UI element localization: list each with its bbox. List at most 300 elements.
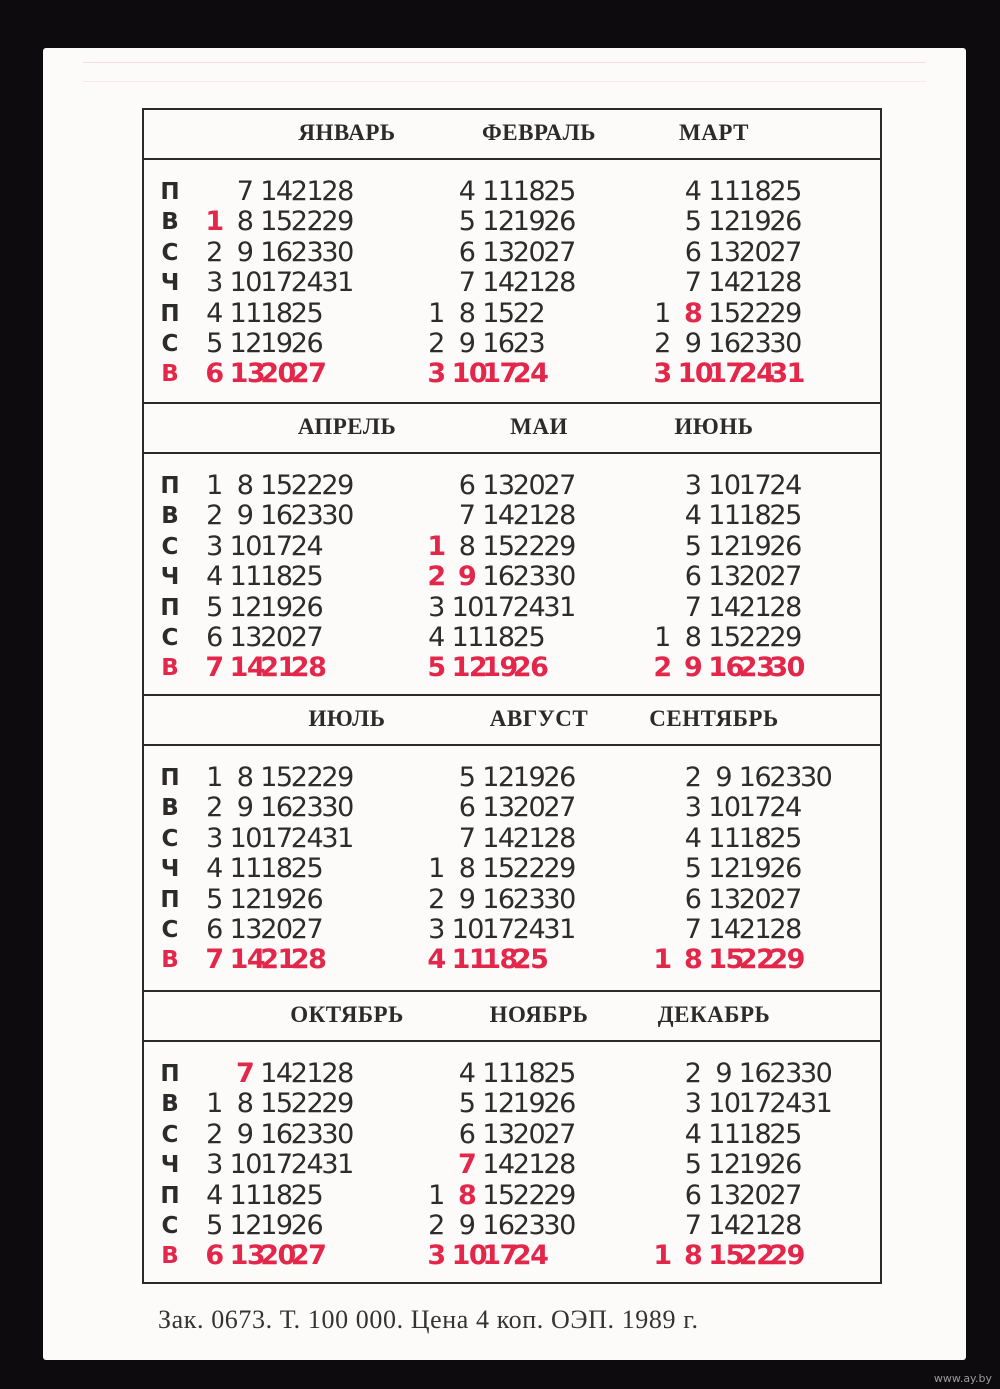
day-number: 17 [260, 1149, 292, 1181]
day-number: 1 [427, 530, 445, 562]
month-name: ЯНВАРЬ [298, 120, 396, 145]
day-number: 16 [708, 652, 743, 684]
day-number: 4 [427, 944, 445, 976]
day-number: 26 [543, 1088, 575, 1120]
day-number: 27 [543, 1118, 575, 1150]
day-number: 30 [800, 1058, 832, 1089]
day-number: 11 [229, 561, 261, 593]
day-number: 19 [512, 206, 545, 238]
day-number: 13 [482, 792, 514, 824]
day-number: 2 [684, 1058, 701, 1089]
day-number: 27 [769, 236, 801, 268]
day-number: 4 [458, 176, 475, 207]
weekday-label: П [160, 594, 180, 621]
day-number: 2 [654, 328, 670, 359]
day-number: 22 [290, 1088, 323, 1120]
day-number: 17 [482, 591, 514, 623]
day-number: 15 [708, 297, 740, 329]
day-number: 30 [321, 792, 353, 824]
day-number: 2 [428, 328, 444, 359]
day-number: 4 [206, 297, 222, 329]
day-number: 16 [708, 328, 740, 359]
day-number: 4 [684, 822, 701, 854]
day-number: 28 [321, 176, 353, 207]
day-number: 18 [260, 853, 292, 885]
day-number: 11 [708, 822, 740, 854]
day-number: 23 [290, 1118, 323, 1150]
day-number: 10 [708, 792, 740, 824]
day-number: 10 [451, 914, 483, 945]
day-number: 8 [236, 470, 253, 501]
month-name: СЕНТЯБРЬ [649, 706, 779, 731]
day-number: 22 [512, 530, 545, 562]
day-number: 17 [260, 822, 292, 854]
day-number: 2 [206, 500, 222, 532]
day-number: 4 [206, 561, 222, 593]
day-number: 1 [206, 470, 222, 501]
day-number: 5 [684, 206, 701, 238]
day-number: 8 [236, 762, 253, 793]
day-number: 16 [482, 883, 514, 915]
day-number: 25 [769, 1118, 801, 1150]
day-number: 25 [290, 297, 323, 329]
month-name: ИЮЛЬ [308, 706, 386, 731]
day-number: 22 [512, 853, 545, 885]
day-number: 9 [458, 883, 475, 915]
day-number: 2 [206, 792, 222, 824]
day-number: 10 [451, 1240, 487, 1272]
day-number: 13 [708, 236, 740, 268]
day-number: 8 [683, 944, 702, 976]
day-number: 22 [512, 1179, 545, 1211]
day-number: 6 [684, 883, 701, 915]
month-name: МАРТ [679, 120, 749, 145]
weekday-label: С [161, 917, 179, 943]
weekday-label: П [160, 300, 180, 327]
day-number: 11 [708, 1118, 740, 1150]
day-number: 18 [738, 500, 771, 532]
day-number: 21 [738, 591, 771, 623]
day-number: 1 [653, 1240, 671, 1272]
day-number: 7 [684, 1210, 701, 1241]
day-number: 12 [708, 206, 740, 238]
day-number: 20 [512, 1118, 545, 1150]
day-number: 16 [260, 500, 292, 532]
day-number: 31 [321, 822, 353, 854]
day-number: 29 [769, 1240, 804, 1272]
day-number: 19 [512, 1088, 545, 1120]
day-number: 2 [427, 561, 445, 593]
day-number: 31 [769, 358, 804, 390]
day-number: 24 [290, 822, 323, 854]
day-number: 6 [458, 1118, 475, 1150]
day-number: 27 [290, 358, 326, 390]
day-number: 20 [738, 883, 771, 915]
day-number: 1 [428, 1179, 444, 1211]
day-number: 30 [769, 652, 804, 684]
day-number: 2 [428, 883, 444, 915]
day-number: 21 [512, 822, 545, 854]
day-number: 1 [653, 944, 671, 976]
day-number: 21 [260, 944, 295, 976]
day-number: 22 [290, 762, 323, 793]
month-header-row [142, 108, 882, 160]
day-number: 5 [458, 762, 475, 793]
day-number: 14 [708, 1210, 740, 1241]
day-number: 10 [677, 358, 713, 390]
day-number: 15 [482, 1179, 514, 1211]
day-number: 3 [428, 591, 444, 623]
day-number: 8 [236, 206, 253, 238]
day-number: 4 [684, 176, 701, 207]
day-number: 14 [260, 176, 292, 207]
day-number: 19 [260, 328, 292, 359]
day-number: 21 [512, 267, 545, 299]
day-number: 23 [512, 883, 545, 915]
day-number: 23 [290, 500, 323, 532]
day-number: 20 [512, 236, 545, 268]
day-number: 26 [290, 1210, 323, 1241]
day-number: 21 [512, 1149, 545, 1181]
day-number: 26 [512, 652, 548, 684]
day-number: 4 [428, 622, 444, 653]
day-number: 3 [427, 1240, 445, 1272]
day-number: 14 [229, 944, 265, 976]
day-number: 28 [769, 267, 801, 299]
month-name: ИЮНЬ [674, 414, 754, 439]
day-number: 30 [543, 1210, 575, 1241]
day-number: 29 [321, 1088, 353, 1120]
weekday-label: Ч [160, 564, 180, 591]
day-number: 22 [512, 297, 545, 329]
day-number: 26 [769, 530, 801, 562]
day-number: 4 [684, 500, 701, 532]
day-number: 17 [738, 1088, 771, 1120]
day-number: 19 [738, 206, 771, 238]
day-number: 15 [260, 762, 292, 793]
day-number: 16 [260, 236, 292, 268]
day-number: 26 [769, 853, 801, 885]
day-number: 13 [482, 236, 514, 268]
month-name: ФЕВРАЛЬ [482, 120, 596, 145]
day-number: 11 [708, 500, 740, 532]
day-number: 13 [229, 358, 265, 390]
day-number: 25 [512, 944, 548, 976]
day-number: 24 [290, 530, 323, 562]
day-number: 16 [260, 1118, 292, 1150]
day-number: 29 [769, 944, 804, 976]
day-number: 31 [543, 914, 575, 945]
month-name: НОЯБРЬ [489, 1002, 589, 1027]
day-number: 18 [260, 561, 292, 593]
day-number: 20 [738, 236, 771, 268]
weekday-label: П [160, 765, 180, 791]
day-number: 14 [708, 591, 740, 623]
month-name: АВГУСТ [489, 706, 589, 731]
day-number: 7 [684, 914, 701, 945]
weekday-label: С [161, 239, 179, 266]
day-number: 15 [260, 1088, 292, 1120]
day-number: 30 [769, 328, 801, 359]
day-number: 3 [684, 470, 701, 501]
day-number: 30 [543, 561, 575, 593]
day-number: 2 [428, 1210, 444, 1241]
day-number: 26 [290, 883, 323, 915]
day-number: 7 [236, 176, 253, 207]
day-number: 23 [512, 328, 545, 359]
day-number: 22 [290, 206, 323, 238]
day-number: 5 [206, 328, 222, 359]
day-number: 14 [482, 822, 514, 854]
day-number: 9 [236, 1118, 253, 1150]
day-number: 4 [206, 853, 222, 885]
month-header-row [142, 990, 882, 1042]
day-number: 10 [451, 358, 487, 390]
day-number: 18 [260, 297, 292, 329]
day-number: 27 [769, 561, 801, 593]
day-number: 6 [205, 358, 223, 390]
day-number: 6 [206, 622, 222, 653]
day-number: 24 [512, 358, 548, 390]
day-number: 19 [260, 1210, 292, 1241]
day-number: 3 [653, 358, 671, 390]
day-number: 8 [458, 530, 475, 562]
day-number: 5 [684, 1149, 701, 1181]
day-number: 30 [321, 1118, 353, 1150]
day-number: 21 [260, 652, 295, 684]
day-number: 7 [205, 944, 223, 976]
day-number: 6 [458, 470, 475, 501]
weekday-label: Ч [160, 856, 180, 883]
day-number: 25 [290, 561, 323, 593]
day-number: 10 [708, 470, 740, 501]
weekday-label: В [161, 209, 179, 236]
weekday-label: П [160, 886, 180, 913]
day-number: 9 [236, 792, 253, 824]
day-number: 9 [715, 1058, 732, 1089]
day-number: 24 [769, 792, 801, 824]
day-number: 13 [229, 1240, 265, 1272]
day-number: 28 [769, 591, 801, 623]
weekday-label: П [160, 179, 180, 205]
day-number: 11 [229, 853, 261, 885]
day-number: 25 [512, 622, 545, 653]
day-number: 31 [543, 591, 575, 623]
day-number: 6 [684, 561, 701, 593]
day-number: 10 [229, 530, 261, 562]
day-number: 28 [543, 267, 575, 299]
day-number: 16 [260, 792, 292, 824]
day-number: 9 [715, 762, 732, 793]
day-number: 28 [769, 1210, 801, 1241]
day-number: 18 [738, 1118, 771, 1150]
day-number: 1 [206, 1088, 222, 1120]
day-number: 6 [458, 792, 475, 824]
day-number: 14 [482, 500, 514, 532]
day-number: 24 [290, 1149, 323, 1181]
day-number: 19 [738, 1149, 771, 1181]
day-number: 5 [684, 530, 701, 562]
day-number: 21 [738, 914, 771, 945]
day-number: 26 [769, 1149, 801, 1181]
day-number: 5 [427, 652, 445, 684]
day-number: 21 [290, 1058, 323, 1089]
day-number: 16 [738, 762, 771, 793]
day-number: 25 [290, 853, 323, 885]
month-name: ДЕКАБРЬ [657, 1002, 771, 1027]
day-number: 21 [738, 1210, 771, 1241]
day-number: 16 [482, 561, 514, 593]
day-number: 7 [457, 1149, 476, 1181]
day-number: 25 [543, 176, 575, 207]
day-number: 19 [260, 591, 292, 623]
day-number: 23 [512, 561, 545, 593]
day-number: 19 [260, 883, 292, 915]
day-number: 7 [458, 267, 475, 299]
day-number: 3 [206, 267, 222, 299]
day-number: 24 [769, 1088, 801, 1120]
day-number: 13 [482, 1118, 514, 1150]
day-number: 17 [482, 358, 517, 390]
decorative-border [83, 62, 926, 82]
day-number: 27 [769, 1179, 801, 1211]
day-number: 7 [684, 591, 701, 623]
day-number: 15 [260, 206, 292, 238]
day-number: 6 [684, 236, 701, 268]
day-number: 12 [482, 762, 514, 793]
day-number: 14 [260, 1058, 292, 1089]
day-number: 15 [482, 530, 514, 562]
day-number: 6 [684, 1179, 701, 1211]
day-number: 18 [738, 822, 771, 854]
day-number: 10 [229, 267, 261, 299]
day-number: 21 [512, 500, 545, 532]
day-number: 18 [260, 1179, 292, 1211]
day-number: 13 [482, 470, 514, 501]
day-number: 26 [543, 762, 575, 793]
day-number: 19 [738, 530, 771, 562]
day-number: 22 [738, 297, 771, 329]
day-number: 5 [206, 591, 222, 623]
day-number: 31 [321, 1149, 353, 1181]
day-number: 28 [290, 944, 326, 976]
month-name: МАИ [510, 414, 568, 439]
day-number: 29 [769, 622, 801, 653]
day-number: 3 [206, 1149, 222, 1181]
day-number: 9 [458, 1210, 475, 1241]
day-number: 14 [708, 267, 740, 299]
day-number: 9 [236, 236, 253, 268]
day-number: 8 [458, 297, 475, 329]
day-number: 27 [543, 470, 575, 501]
day-number: 12 [229, 1210, 261, 1241]
day-number: 14 [229, 652, 265, 684]
weekday-label: С [161, 331, 179, 357]
day-number: 13 [708, 1179, 740, 1211]
day-number: 20 [512, 470, 545, 501]
day-number: 28 [543, 500, 575, 532]
day-number: 19 [512, 762, 545, 793]
day-number: 9 [236, 500, 253, 532]
day-number: 8 [683, 297, 702, 329]
weekday-label: С [161, 625, 179, 651]
day-number: 17 [260, 267, 292, 299]
day-number: 10 [708, 1088, 740, 1120]
day-number: 29 [321, 206, 353, 238]
day-number: 25 [290, 1179, 323, 1211]
day-number: 11 [482, 1058, 514, 1089]
day-number: 15 [708, 1240, 743, 1272]
weekday-label: П [160, 473, 180, 499]
day-number: 5 [206, 1210, 222, 1241]
day-number: 3 [206, 822, 222, 854]
day-number: 25 [769, 822, 801, 854]
day-number: 23 [769, 762, 801, 793]
day-number: 21 [738, 267, 771, 299]
day-number: 22 [290, 470, 323, 501]
day-number: 8 [236, 1088, 253, 1120]
day-number: 14 [708, 914, 740, 945]
day-number: 28 [769, 914, 801, 945]
day-number: 17 [260, 530, 292, 562]
day-number: 12 [708, 1149, 740, 1181]
day-number: 17 [738, 792, 771, 824]
day-number: 4 [206, 1179, 222, 1211]
weekday-label: Ч [160, 270, 180, 297]
day-number: 13 [708, 561, 740, 593]
day-number: 18 [482, 622, 514, 653]
day-number: 15 [482, 853, 514, 885]
weekday-label: В [161, 947, 179, 974]
day-number: 15 [482, 297, 514, 329]
day-number: 7 [205, 652, 223, 684]
day-number: 6 [206, 914, 222, 945]
day-number: 24 [512, 591, 545, 623]
day-number: 20 [260, 1240, 295, 1272]
day-number: 27 [543, 792, 575, 824]
day-number: 1 [428, 297, 444, 329]
day-number: 24 [769, 470, 801, 501]
day-number: 12 [708, 530, 740, 562]
day-number: 27 [290, 1240, 326, 1272]
day-number: 22 [738, 1240, 774, 1272]
day-number: 9 [458, 328, 475, 359]
day-number: 30 [321, 500, 353, 532]
day-number: 12 [482, 206, 514, 238]
day-number: 9 [684, 328, 701, 359]
weekday-label: П [160, 1182, 180, 1209]
day-number: 2 [206, 236, 222, 268]
day-number: 24 [512, 1240, 548, 1272]
print-info: Зак. 0673. Т. 100 000. Цена 4 коп. ОЭП. 1989 г. [158, 1305, 699, 1334]
day-number: 20 [738, 561, 771, 593]
weekday-label: В [161, 795, 179, 822]
month-name: ОКТЯБРЬ [290, 1002, 404, 1027]
day-number: 18 [738, 176, 771, 207]
day-number: 10 [229, 1149, 261, 1181]
day-number: 12 [451, 652, 487, 684]
day-number: 27 [543, 236, 575, 268]
day-number: 29 [543, 853, 575, 885]
day-number: 11 [482, 176, 514, 207]
day-number: 1 [654, 297, 670, 329]
weekday-label: В [161, 503, 179, 530]
day-number: 29 [321, 470, 353, 501]
day-number: 9 [457, 561, 476, 593]
day-number: 24 [738, 358, 774, 390]
day-number: 17 [708, 358, 743, 390]
day-number: 8 [457, 1179, 476, 1211]
